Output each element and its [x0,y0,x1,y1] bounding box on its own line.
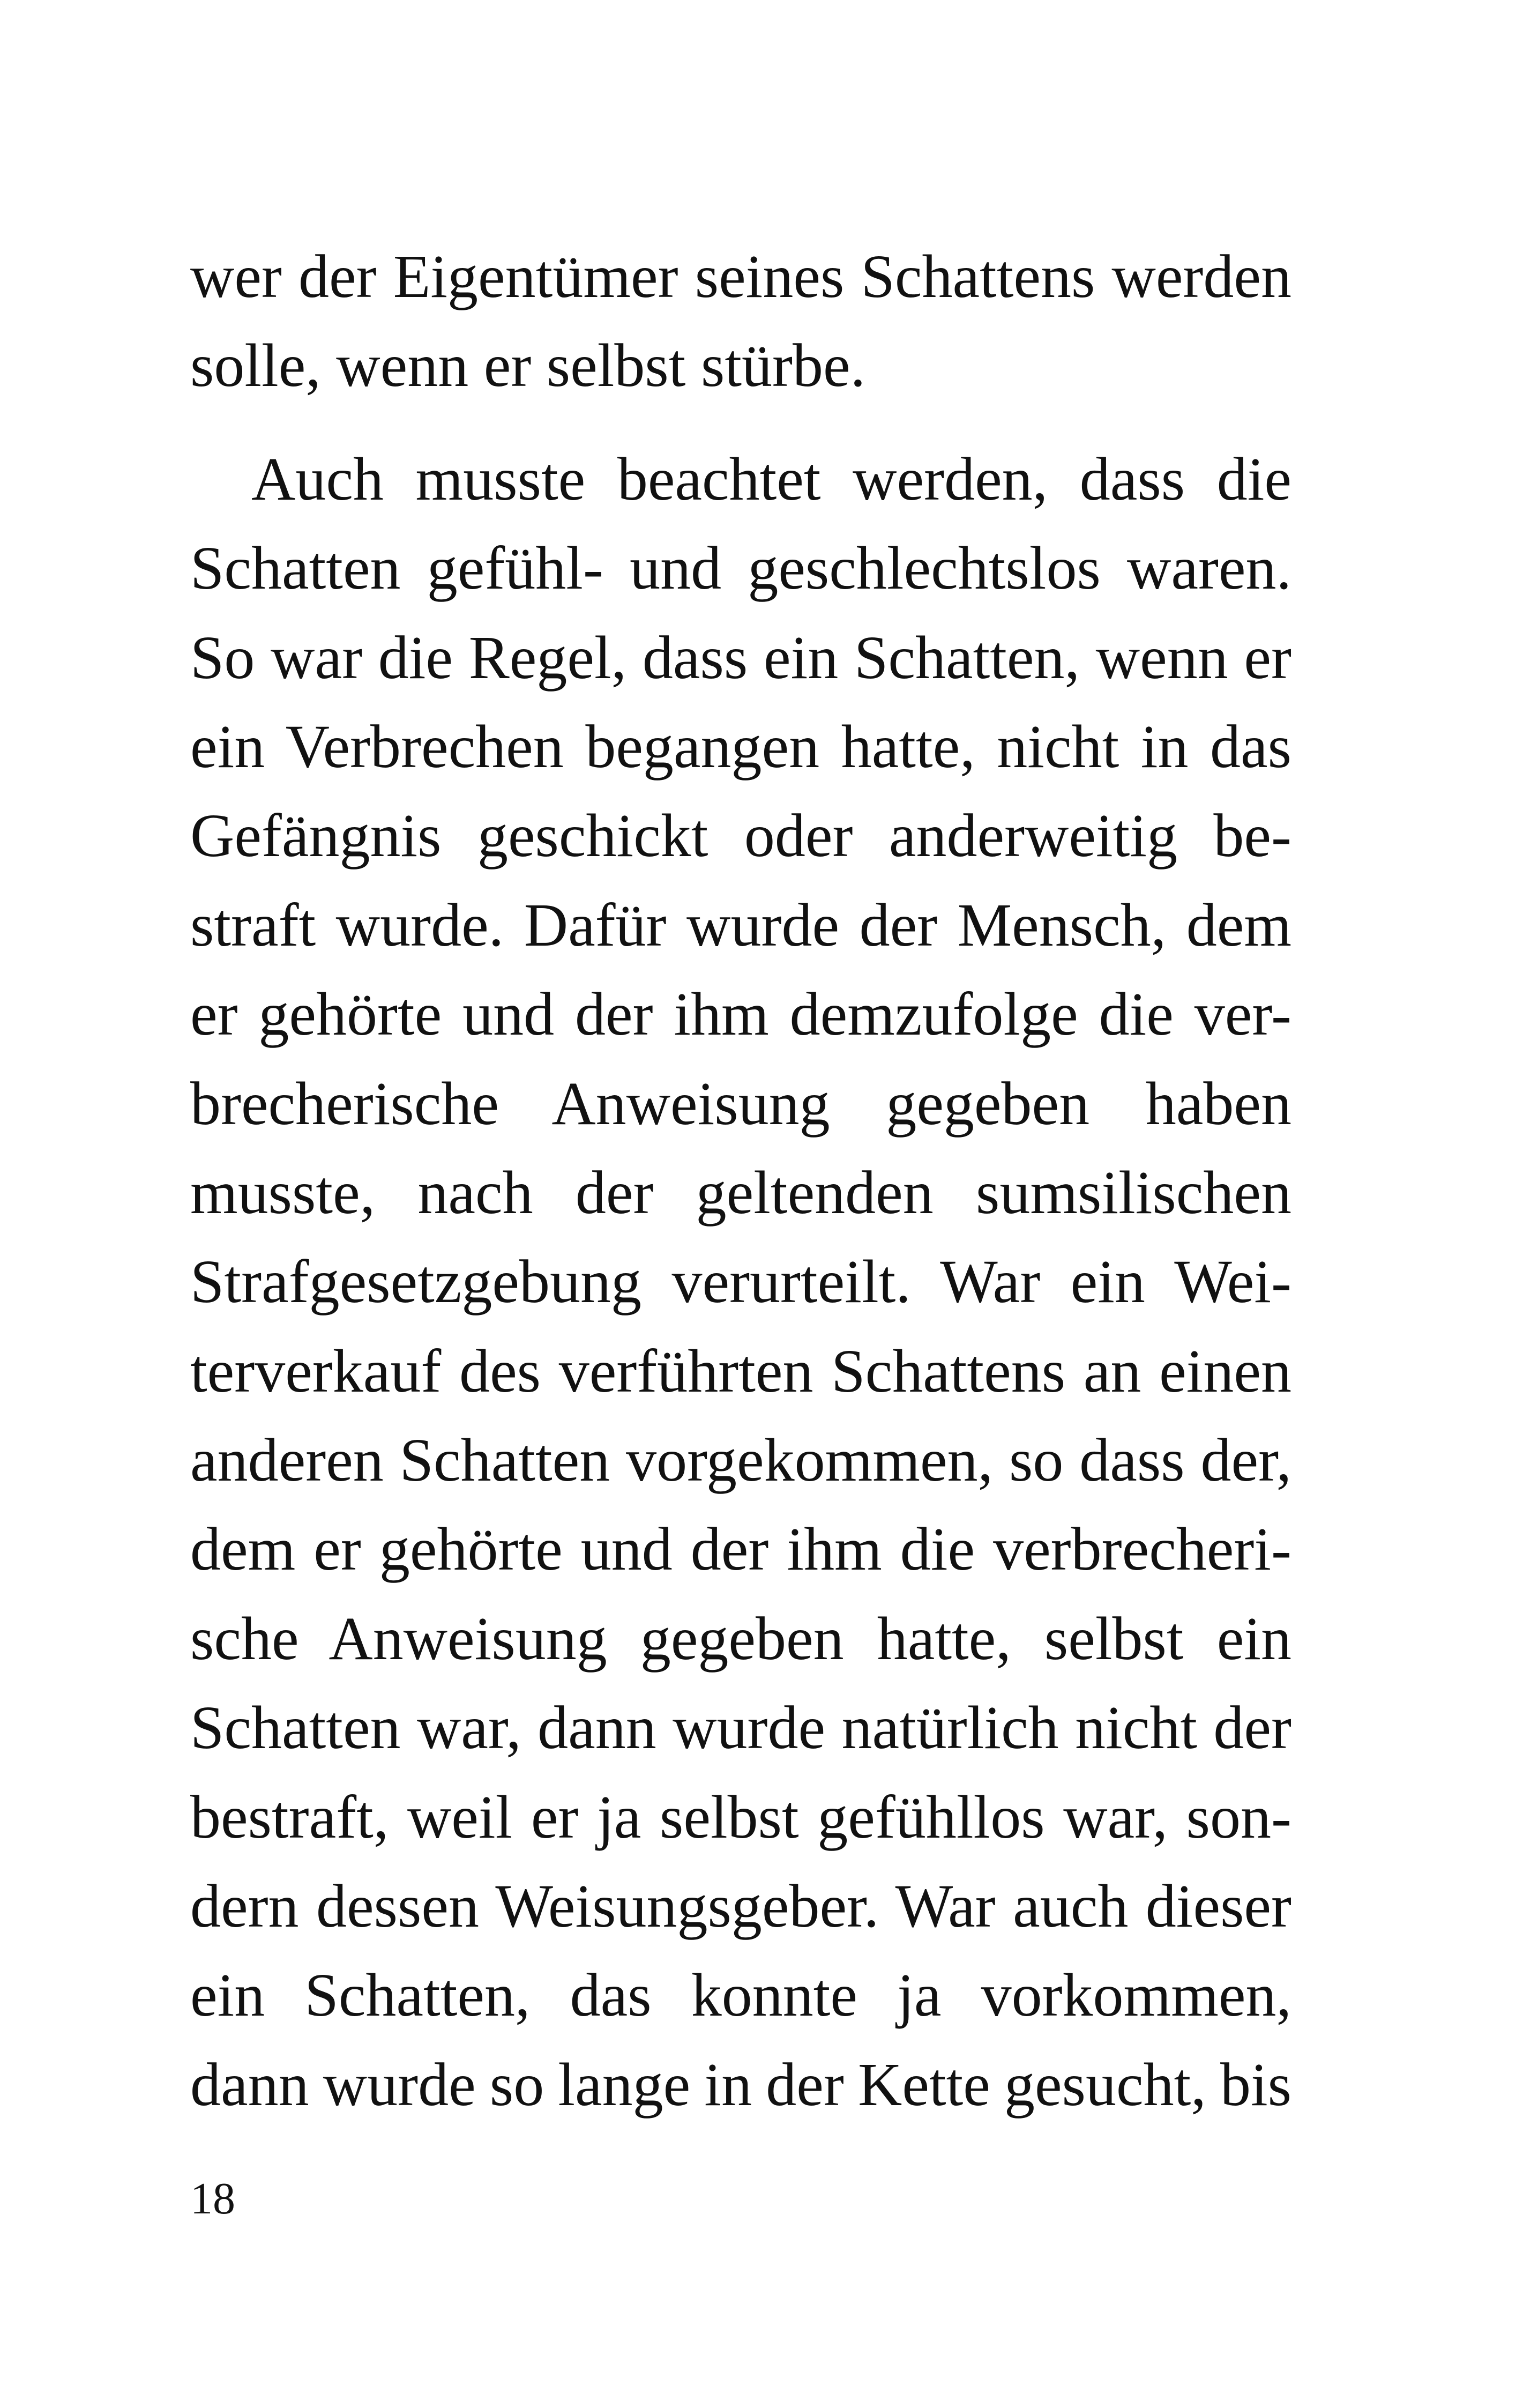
line-text: brecherische Anweisung gegeben haben [190,1069,1291,1138]
line-text: Strafgesetzgebung verurteilt. War ein Wei- [190,1247,1291,1316]
page-number: 18 [190,2174,235,2224]
line-text: Auch musste beachtet werden, dass die [251,444,1291,513]
text-line [190,791,1291,880]
line-text: ein Verbrechen begangen hatte, nicht in das [190,712,1291,781]
paragraph [190,435,1291,2129]
text-line [190,435,1291,524]
text-line [190,1237,1291,1326]
text-line [190,1951,1291,2040]
line-text: So war die Regel, dass ein Schatten, wenn er [190,623,1291,692]
text-line [190,613,1291,702]
line-text: terverkauf des verführten Schattens an einen [190,1336,1291,1405]
line-text: straft wurde. Dafür wurde der Mensch, dem [190,890,1291,959]
text-line [190,1327,1291,1416]
text-line [190,970,1291,1059]
text-line [190,1416,1291,1505]
text-line [190,321,1291,410]
line-text: er gehörte und der ihm demzufolge die ver- [190,980,1291,1049]
line-text: anderen Schatten vorgekommen, so dass der, [190,1426,1291,1495]
text-line [190,524,1291,613]
text-line [190,702,1291,791]
text-line [190,1148,1291,1237]
line-text: Schatten war, dann wurde natürlich nicht der [190,1693,1291,1762]
text-line [190,2040,1291,2129]
text-line [190,881,1291,970]
text-line [190,1773,1291,1862]
line-text: bestraft, weil er ja selbst gefühllos war, son- [190,1782,1291,1851]
line-text: wer der Eigentümer seines Schattens werden [190,242,1291,310]
text-line [190,1594,1291,1683]
line-text: dem er gehörte und der ihm die verbrecheri- [190,1515,1291,1584]
line-text: Gefängnis geschickt oder anderweitig be- [190,801,1291,870]
line-text: Schatten gefühl- und geschlechtslos waren. [190,534,1291,603]
text-line [190,1505,1291,1594]
line-text: musste, nach der geltenden sumsilischen [190,1158,1291,1227]
body-text [190,232,1291,2129]
line-text: ein Schatten, das konnte ja vorkommen, [190,1961,1291,2030]
line-text: dern dessen Weisungsgeber. War auch dieser [190,1872,1291,1941]
line-text: dann wurde so lange in der Kette gesucht, bis [190,2050,1291,2119]
paragraph [190,232,1291,411]
line-text: solle, wenn er selbst stürbe. [190,331,866,400]
line-text: sche Anweisung gegeben hatte, selbst ein [190,1604,1291,1673]
text-line [190,232,1291,321]
text-line [190,1683,1291,1772]
text-line [190,1059,1291,1148]
text-line [190,1862,1291,1951]
